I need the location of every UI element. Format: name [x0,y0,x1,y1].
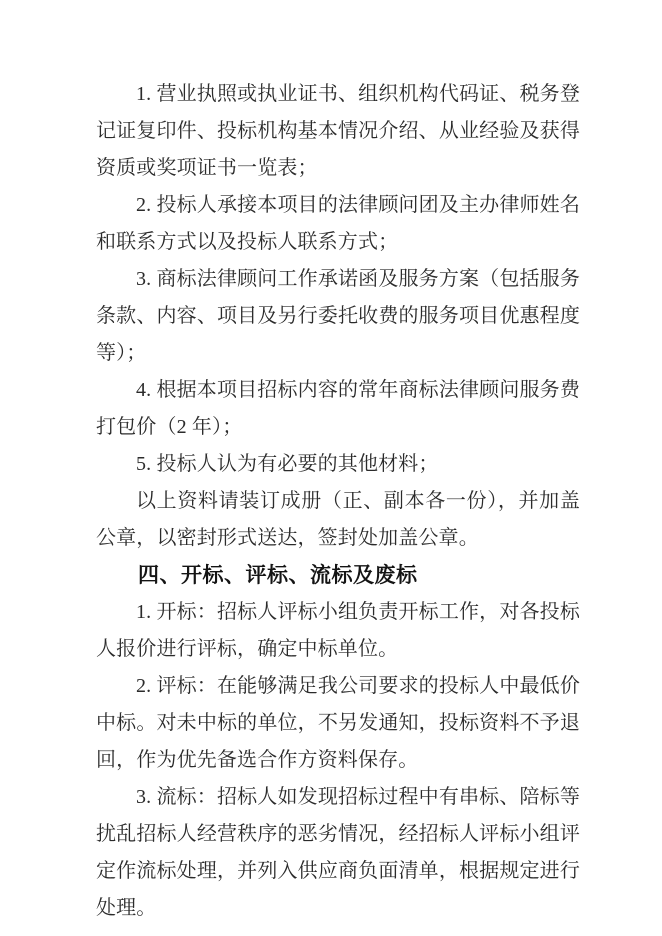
paragraph-materials-2: 2. 投标人承接本项目的法律顾问团及主办律师姓名和联系方式以及投标人联系方式； [96,194,580,253]
paragraph-materials-4: 4. 根据本项目招标内容的常年商标法律顾问服务费打包价（2 年）； [96,379,580,438]
paragraph-binding-instructions: 以上资料请装订成册（正、副本各一份），并加盖公章，以密封形式送达，签封处加盖公章。 [96,490,580,549]
section-heading-bid-opening: 四、开标、评标、流标及废标 [138,564,418,587]
paragraph-bid-opening: 1. 开标：招标人评标小组负责开标工作，对各投标人报价进行评标，确定中标单位。 [96,601,580,660]
paragraph-materials-3: 3. 商标法律顾问工作承诺函及服务方案（包括服务条款、内容、项目及另行委托收费的服务项目优惠程度等）； [96,268,580,364]
paragraph-bid-evaluation: 2. 评标：在能够满足我公司要求的投标人中最低价中标。对未中标的单位，不另发通知，投标资料不予退回，作为优先备选合作方资料保存。 [96,675,580,771]
paragraph-materials-1: 1. 营业执照或执业证书、组织机构代码证、税务登记证复印件、投标机构基本情况介绍、从业经验及获得资质或奖项证书一览表； [96,83,580,179]
paragraph-materials-5: 5. 投标人认为有必要的其他材料； [136,453,439,475]
paragraph-failed-bid: 3. 流标：招标人如发现招标过程中有串标、陪标等扰乱招标人经营秩序的恶劣情况，经招标人评标小组评定作流标处理，并列入供应商负面清单，根据规定进行处理。 [96,786,580,919]
